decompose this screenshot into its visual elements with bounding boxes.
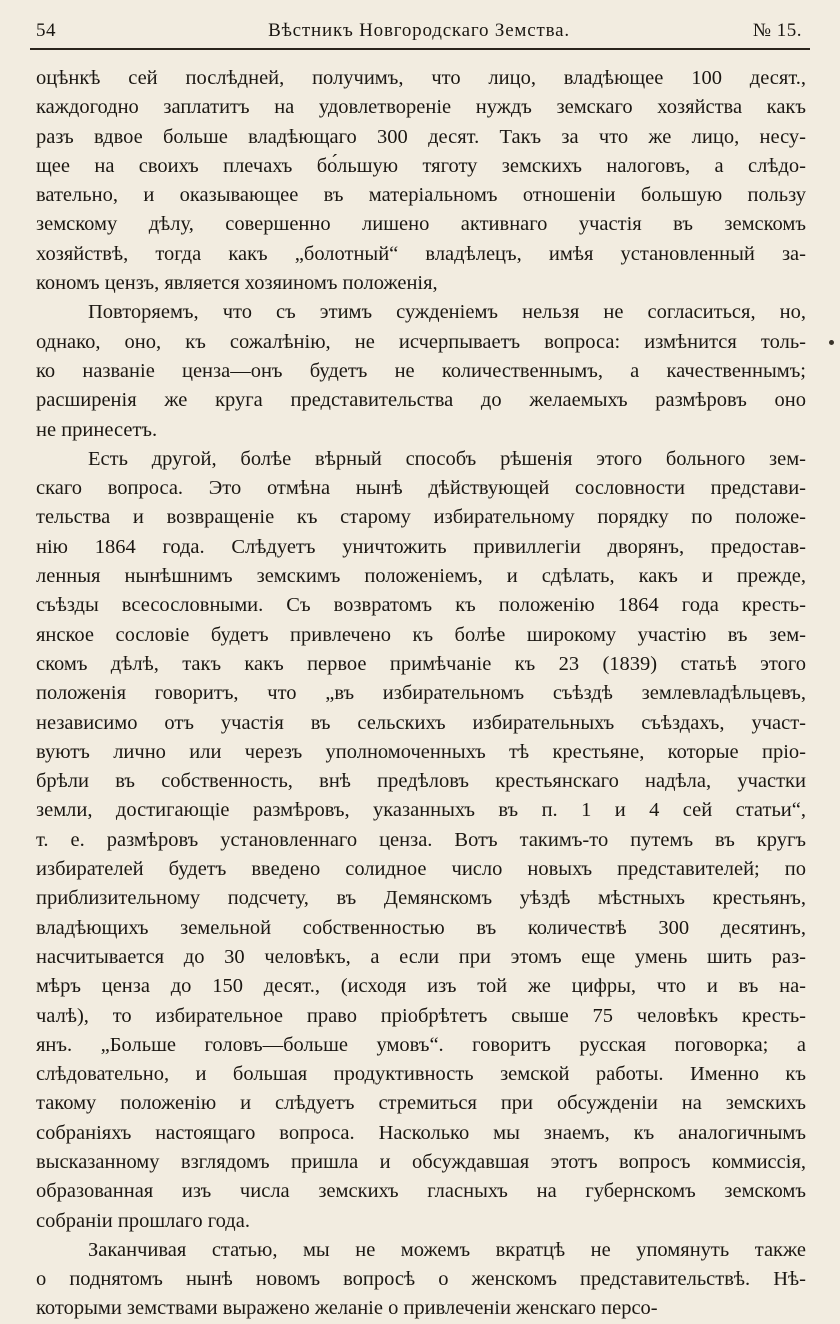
journal-title: Вѣстникъ Новгородскаго Земства. [268, 20, 570, 41]
text-line: оцѣнкѣ сей послѣдней, получимъ, что лицо, владѣющее 100 десят., [36, 67, 806, 89]
text-line: собраніяхъ настоящаго вопроса. Насколько мы знаемъ, къ аналогичнымъ [36, 1121, 806, 1144]
text-line: ленныя нынѣшнимъ земскимъ положеніемъ, и сдѣлать, какъ и прежде, [36, 565, 806, 588]
text-line: земскому дѣлу, совершенно лишено активнаго участія въ земскомъ [36, 213, 806, 236]
text-line: нію 1864 года. Слѣдуетъ уничтожить привиллегіи дворянъ, предостав- [36, 535, 806, 558]
text-line: которыми земствами выражено желаніе о привлеченіи женскаго персо- [36, 1297, 658, 1320]
issue-number: № 15. [752, 20, 802, 41]
text-line: т. е. размѣровъ установленнаго ценза. Вотъ такимъ-то путемъ въ кругъ [36, 828, 806, 851]
text-line: однако, оно, къ сожалѣнію, не исчерпываетъ вопроса: измѣнится толь- [36, 330, 806, 353]
text-line: образованная изъ числа земскихъ гласныхъ на губернскомъ земскомъ [36, 1180, 806, 1203]
text-line: скомъ дѣлѣ, такъ какъ первое примѣчаніе къ 23 (1839) статьѣ этого [36, 652, 806, 675]
text-line: Заканчивая статью, мы не можемъ вкратцѣ не упомянуть также [88, 1238, 806, 1261]
text-line: избирателей будетъ введено солидное число новыхъ представителей; по [36, 858, 806, 881]
text-line: каждогодно заплатитъ на удовлетвореніе нуждъ земскаго хозяйства какъ [36, 96, 806, 119]
text-line: расширенія же круга представительства до желаемыхъ размѣровъ оно [36, 389, 806, 412]
text-line: Есть другой, болѣе вѣрный способъ рѣшенія этого больного зем- [88, 447, 806, 470]
text-line: собраніи прошлаго года. [36, 1209, 250, 1232]
text-line: янъ. „Больше головъ—больше умовъ“. говоритъ русская поговорка; а [36, 1033, 806, 1056]
text-line: не принесетъ. [36, 418, 158, 441]
text-line: владѣющихъ земельной собственностью въ количествѣ 300 десятинъ, [36, 916, 806, 939]
header-rule [30, 48, 810, 50]
text-line: чалѣ), то избирательное право пріобрѣтетъ свыше 75 человѣкъ кресть- [36, 1004, 806, 1027]
text-line: насчитывается до 30 человѣкъ, а если при этомъ еще умень шить раз- [36, 945, 806, 968]
text-line: слѣдовательно, и большая продуктивность земской работы. Именно къ [36, 1063, 806, 1086]
margin-speck [829, 340, 834, 345]
text-line: независимо отъ участія въ сельскихъ избирательныхъ съѣздахъ, участ- [36, 711, 806, 734]
text-line: брѣли въ собственность, внѣ предѣловъ крестьянскаго надѣла, участки [36, 770, 806, 793]
page-number: 54 [36, 20, 56, 41]
text-line: хозяйствѣ, тогда какъ „болотный“ владѣлецъ, имѣя установленный за- [36, 242, 806, 265]
text-line: вуютъ лично или черезъ уполномоченныхъ тѣ крестьяне, которые пріо- [36, 740, 806, 763]
text-line: тельства и возвращеніе къ старому избирательному порядку по положе- [36, 506, 806, 529]
text-line: янское сословіе будетъ привлечено къ болѣе широкому участію въ зем- [36, 623, 806, 646]
text-line: такому положенію и слѣдуетъ стремиться при обсужденіи на земскихъ [36, 1092, 806, 1115]
text-line: высказанному взглядомъ пришла и обсуждавшая этотъ вопросъ коммиссія, [36, 1150, 806, 1173]
text-line: ко названіе ценза—онъ будетъ не количественнымъ, а качественнымъ; [36, 359, 806, 382]
article-body [36, 64, 806, 1324]
text-line: кономъ цензъ, является хозяиномъ положенія, [36, 272, 438, 295]
text-line: щее на своихъ плечахъ бо́льшую тяготу земскихъ налоговъ, а слѣдо- [36, 154, 806, 177]
text-line: скаго вопроса. Это отмѣна нынѣ дѣйствующей сословности представи- [36, 477, 806, 500]
text-line: положенія говоритъ, что „въ избирательномъ съѣздѣ землевладѣльцевъ, [36, 682, 806, 705]
text-line: разъ вдвое больше владѣющаго 300 десят. Такъ за что же лицо, несу- [36, 125, 806, 148]
text-line: мѣръ ценза до 150 десят., (исходя изъ той же цифры, что и въ на- [36, 975, 806, 998]
running-header [36, 20, 802, 46]
text-line: о поднятомъ нынѣ новомъ вопросѣ о женскомъ представительствѣ. Нѣ- [36, 1268, 806, 1291]
text-line: вательно, и оказывающее въ матеріальномъ отношеніи большую пользу [36, 184, 806, 207]
text-line: Повторяемъ, что съ этимъ сужденіемъ нельзя не согласиться, но, [88, 301, 806, 324]
text-line: земли, достигающіе размѣровъ, указанныхъ въ п. 1 и 4 сей статьи“, [36, 799, 806, 822]
text-line: съѣзды всесословными. Съ возвратомъ къ положенію 1864 года кресть- [36, 594, 806, 617]
text-line: приблизительному подсчету, въ Демянскомъ уѣздѣ мѣстныхъ крестьянъ, [36, 887, 806, 910]
